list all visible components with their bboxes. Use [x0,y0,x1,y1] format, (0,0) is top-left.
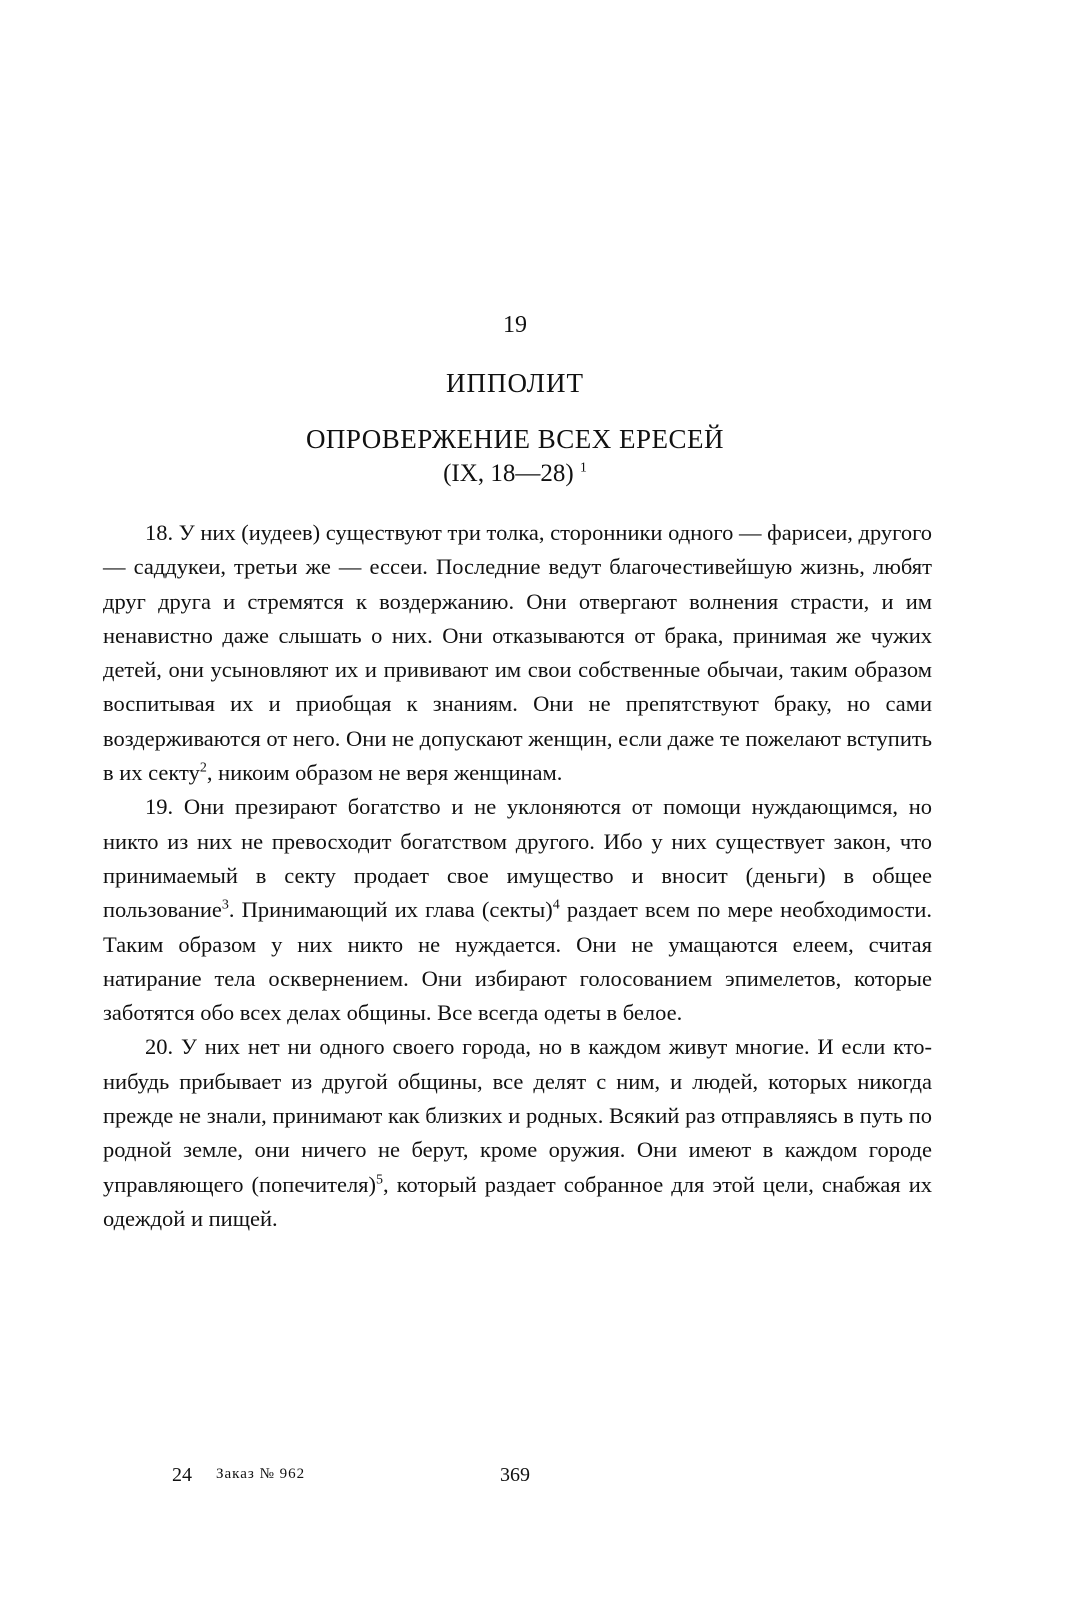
paragraph-text: 19. Они презирают богатство и не уклоняются от помощи нуждающимся, но никто из них не превосходит богатством другого. Ибо у них существует закон, что принимаемый в секту продает свое имущество и вносит (деньги) в общее пользование [103,794,932,923]
footnote-marker: 4 [552,897,560,913]
work-reference [0,460,1030,488]
chapter-number: 19 [503,312,527,338]
page-number: 369 [500,1464,530,1486]
author-heading: ИППОЛИТ [446,368,584,398]
paragraph-text: , никоим образом не веря женщинам. [206,760,563,786]
body-text [103,516,932,1236]
paragraph-text: , который раздает собранное для этой цели, снабжая их одеждой и пищей. [103,1171,932,1231]
paragraph [103,790,932,1030]
footnote-marker: 2 [199,760,207,776]
paragraph [103,1030,932,1236]
signature-number: 24 [172,1464,192,1486]
paragraph-text: . Принимающий их глава (секты) [228,897,553,923]
paragraph-text: 18. У них (иудеев) существуют три толка, сторонники одного — фарисеи, другого — саддукеи, третьи же — ессеи. Последние ведут благочестивейшую жизнь, любят друг друга и стремятся к воздержанию. Они отвергают волнения страсти, и им ненавистно даже слышать о них. Они отказываются от брака, принимая же чужих детей, они усыновляют их и прививают им свои собственные обычаи, таким образом воспитывая их и приобщая к знаниям. Они не препятствуют браку, но сами воздерживаются от него. Они не допускают женщин, если даже те пожелают вступить в их секту [103,520,932,786]
paragraph-text: 20. У них нет ни одного своего города, но в каждом живут многие. И если кто-нибудь прибывает из другой общины, все делят с ним, и людей, которых никогда прежде не знали, принимают как близких и родных. Всякий раз отправляясь в путь по родной земле, они ничего не берут, кроме оружия. Они имеют в каждом городе управляющего (попечителя) [103,1034,932,1197]
footnote-marker: 3 [221,897,229,913]
paragraph [103,516,932,790]
work-title: ОПРОВЕРЖЕНИЕ ВСЕХ ЕРЕСЕЙ [305,424,725,454]
work-reference-text: (IX, 18—28) [443,460,574,487]
page-footer [0,1464,1068,1494]
print-order-label: Заказ № 962 [216,1466,306,1482]
paragraph-text: раздает всем по мере необходимости. Таким образом у них никто не нуждается. Они не умащаются елеем, считая натирание тела осквернением. Они избирают голосованием эпимелетов, которые заботятся обо всех делах общины. Все всегда одеты в белое. [103,897,932,1026]
footnote-marker: 5 [376,1172,384,1188]
footnote-marker: 1 [579,460,587,476]
